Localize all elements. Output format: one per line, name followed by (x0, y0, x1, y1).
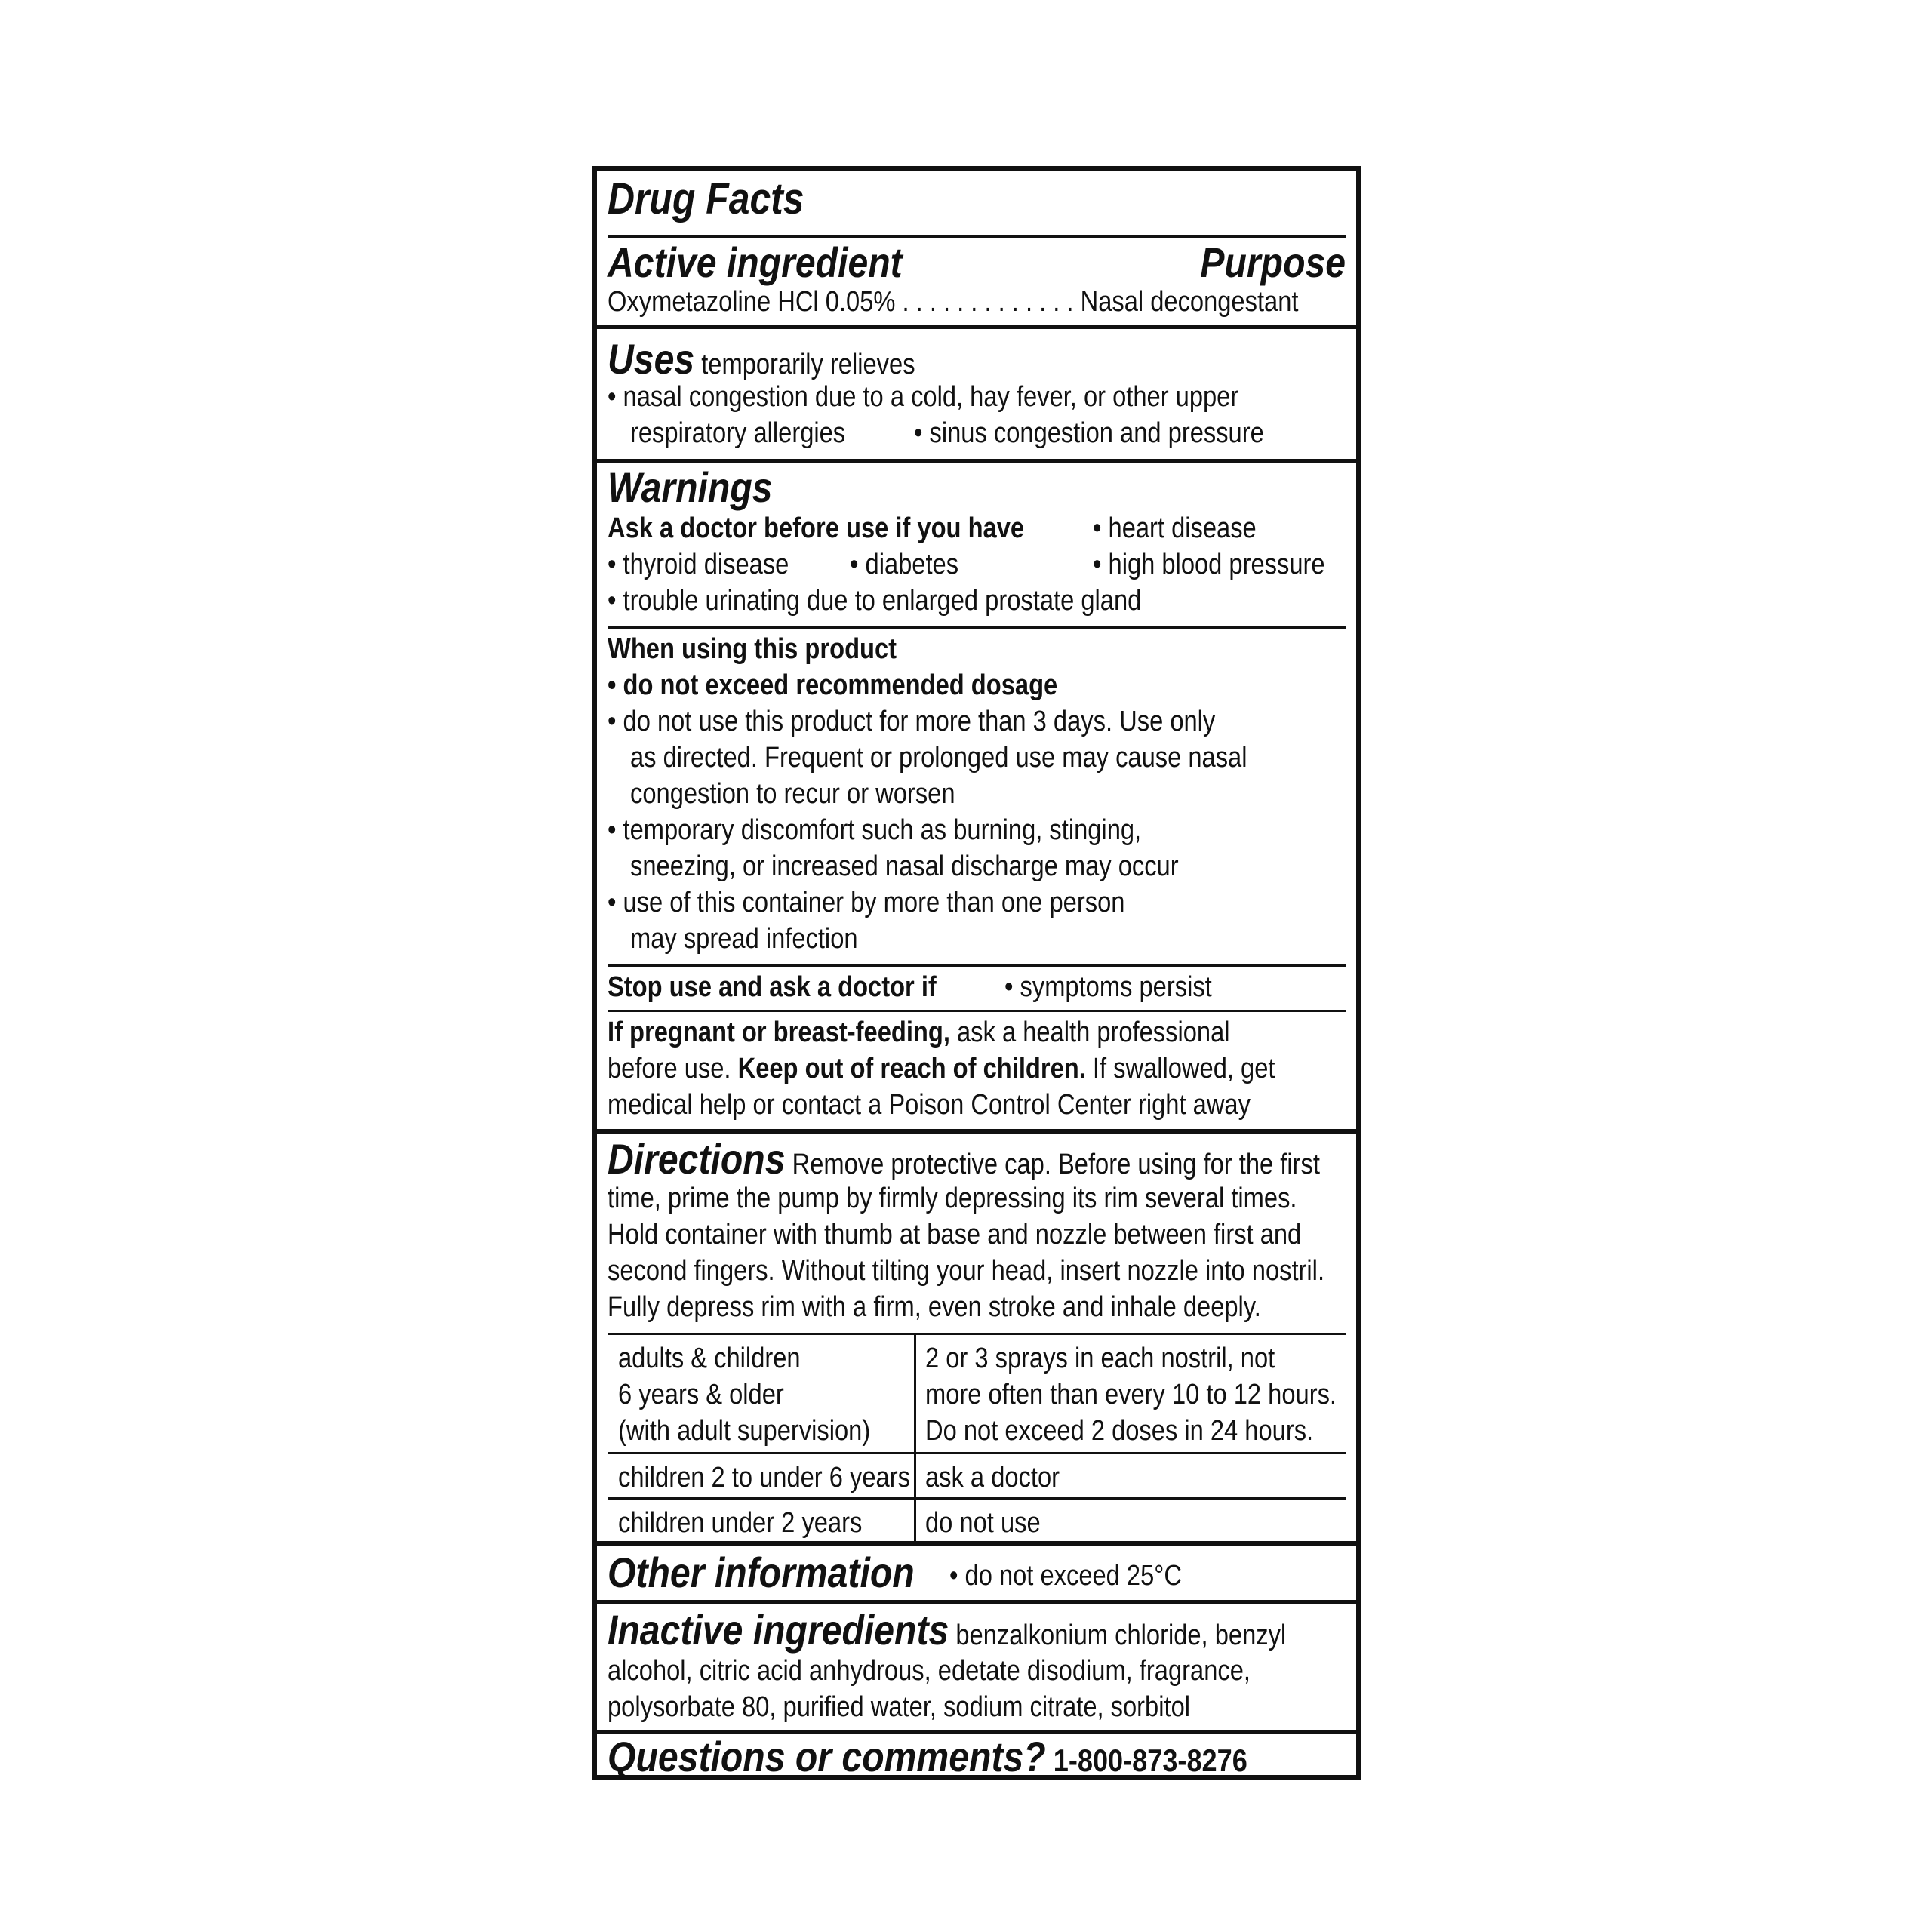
questions-line (608, 1733, 1354, 1786)
warning-prostate: • trouble urinating due to enlarged prostate gland (608, 585, 1142, 617)
table-r1c2b: more often than every 10 to 12 hours. (925, 1379, 1337, 1411)
table-r1c1c: (with adult supervision) (618, 1415, 871, 1447)
keep-out-line (608, 1051, 1354, 1087)
table-column-divider (914, 1333, 916, 1541)
questions-heading: Questions or comments? (608, 1733, 1046, 1780)
subsection-divider (608, 626, 1346, 629)
swallowed-text: If swallowed, get (1085, 1053, 1275, 1084)
ingredient-name: Oxymetazoline HCl 0.05% (608, 286, 896, 318)
inactive-line-2: alcohol, citric acid anhydrous, edetate disodium, fragrance, (608, 1655, 1251, 1687)
section-divider (597, 1129, 1356, 1134)
uses-intro: temporarily relieves (701, 349, 915, 380)
table-r3c2: do not use (925, 1507, 1041, 1539)
directions-line-4: second fingers. Without tilting your head, insert nozzle into nostril. (608, 1255, 1325, 1287)
before-use: before use. (608, 1053, 738, 1084)
questions-phone: 1-800-873-8276 (1045, 1743, 1247, 1778)
active-ingredient-heading: Active ingredient (608, 238, 903, 286)
title-divider (608, 235, 1346, 238)
warning-blood-pressure: • high blood pressure (1093, 549, 1325, 580)
table-r2c2: ask a doctor (925, 1462, 1060, 1494)
directions-line-2: time, prime the pump by firmly depressing its rim several times. (608, 1183, 1297, 1214)
uses-line-1: • nasal congestion due to a cold, hay fever, or other upper (608, 381, 1239, 413)
table-row-rule (608, 1497, 1346, 1500)
table-top-rule (608, 1333, 1346, 1335)
table-row-rule (608, 1452, 1346, 1454)
warnings-heading: Warnings (608, 463, 773, 511)
when-using-item-4b: may spread infection (630, 923, 858, 955)
table-r3c1: children under 2 years (618, 1507, 863, 1539)
active-ingredient-row (608, 284, 1354, 320)
inactive-line-3: polysorbate 80, purified water, sodium citrate, sorbitol (608, 1691, 1191, 1723)
pregnant-bold: If pregnant or breast-feeding, (608, 1017, 950, 1048)
stop-use-heading: Stop use and ask a doctor if (608, 971, 937, 1003)
when-using-item-3a: • temporary discomfort such as burning, stinging, (608, 814, 1142, 846)
other-info-text: • do not exceed 25°C (949, 1560, 1182, 1592)
other-info-heading: Other information (608, 1549, 915, 1596)
when-using-item-2a: • do not use this product for more than 3 days. Use only (608, 706, 1216, 737)
when-using-item-1: • do not exceed recommended dosage (608, 669, 1058, 701)
directions-heading: Directions (608, 1135, 786, 1183)
when-using-item-2b: as directed. Frequent or prolonged use may cause nasal (630, 742, 1247, 774)
uses-line-2a: respiratory allergies (630, 417, 846, 449)
warning-thyroid: • thyroid disease (608, 549, 789, 580)
directions-line-5: Fully depress rim with a firm, even stroke and inhale deeply. (608, 1291, 1261, 1323)
table-r1c2a: 2 or 3 sprays in each nostril, not (925, 1343, 1275, 1374)
table-r2c1: children 2 to under 6 years (618, 1462, 910, 1494)
uses-line-2b: • sinus congestion and pressure (914, 417, 1264, 449)
when-using-heading: When using this product (608, 633, 897, 665)
ingredient-purpose: Nasal decongestant (1080, 286, 1299, 318)
section-divider (597, 1541, 1356, 1546)
directions-line-3: Hold container with thumb at base and nozzle between first and (608, 1219, 1302, 1251)
medical-help-line: medical help or contact a Poison Control Center right away (608, 1089, 1251, 1121)
pregnant-line (608, 1014, 1354, 1051)
uses-heading: Uses (608, 335, 695, 383)
inactive-line-1 (608, 1606, 1354, 1660)
warning-diabetes: • diabetes (850, 549, 959, 580)
section-divider (597, 1600, 1356, 1604)
when-using-item-3b: sneezing, or increased nasal discharge may occur (630, 851, 1179, 882)
keep-out-bold: Keep out of reach of children. (737, 1053, 1086, 1084)
when-using-item-2c: congestion to recur or worsen (630, 778, 955, 810)
purpose-heading: Purpose (1200, 238, 1346, 286)
stop-use-symptoms: • symptoms persist (1004, 971, 1212, 1003)
section-divider (597, 325, 1356, 329)
subsection-divider (608, 1010, 1346, 1012)
table-r1c1a: adults & children (618, 1343, 801, 1374)
leader-dots: . . . . . . . . . . . . . (902, 286, 1074, 318)
ask-doctor-heading: Ask a doctor before use if you have (608, 512, 1025, 544)
inactive-heading: Inactive ingredients (608, 1606, 949, 1654)
pregnant-rest: ask a health professional (949, 1017, 1230, 1048)
directions-text-1: Remove protective cap. Before using for the first (785, 1149, 1320, 1180)
inactive-text-1: benzalkonium chloride, benzyl (949, 1620, 1287, 1651)
when-using-item-4a: • use of this container by more than one person (608, 887, 1125, 918)
table-r1c1b: 6 years & older (618, 1379, 784, 1411)
table-r1c2c: Do not exceed 2 doses in 24 hours. (925, 1415, 1314, 1447)
panel-title: Drug Facts (608, 174, 804, 223)
subsection-divider (608, 964, 1346, 967)
warning-heart-disease: • heart disease (1093, 512, 1257, 544)
drug-facts-panel (592, 166, 1361, 1780)
